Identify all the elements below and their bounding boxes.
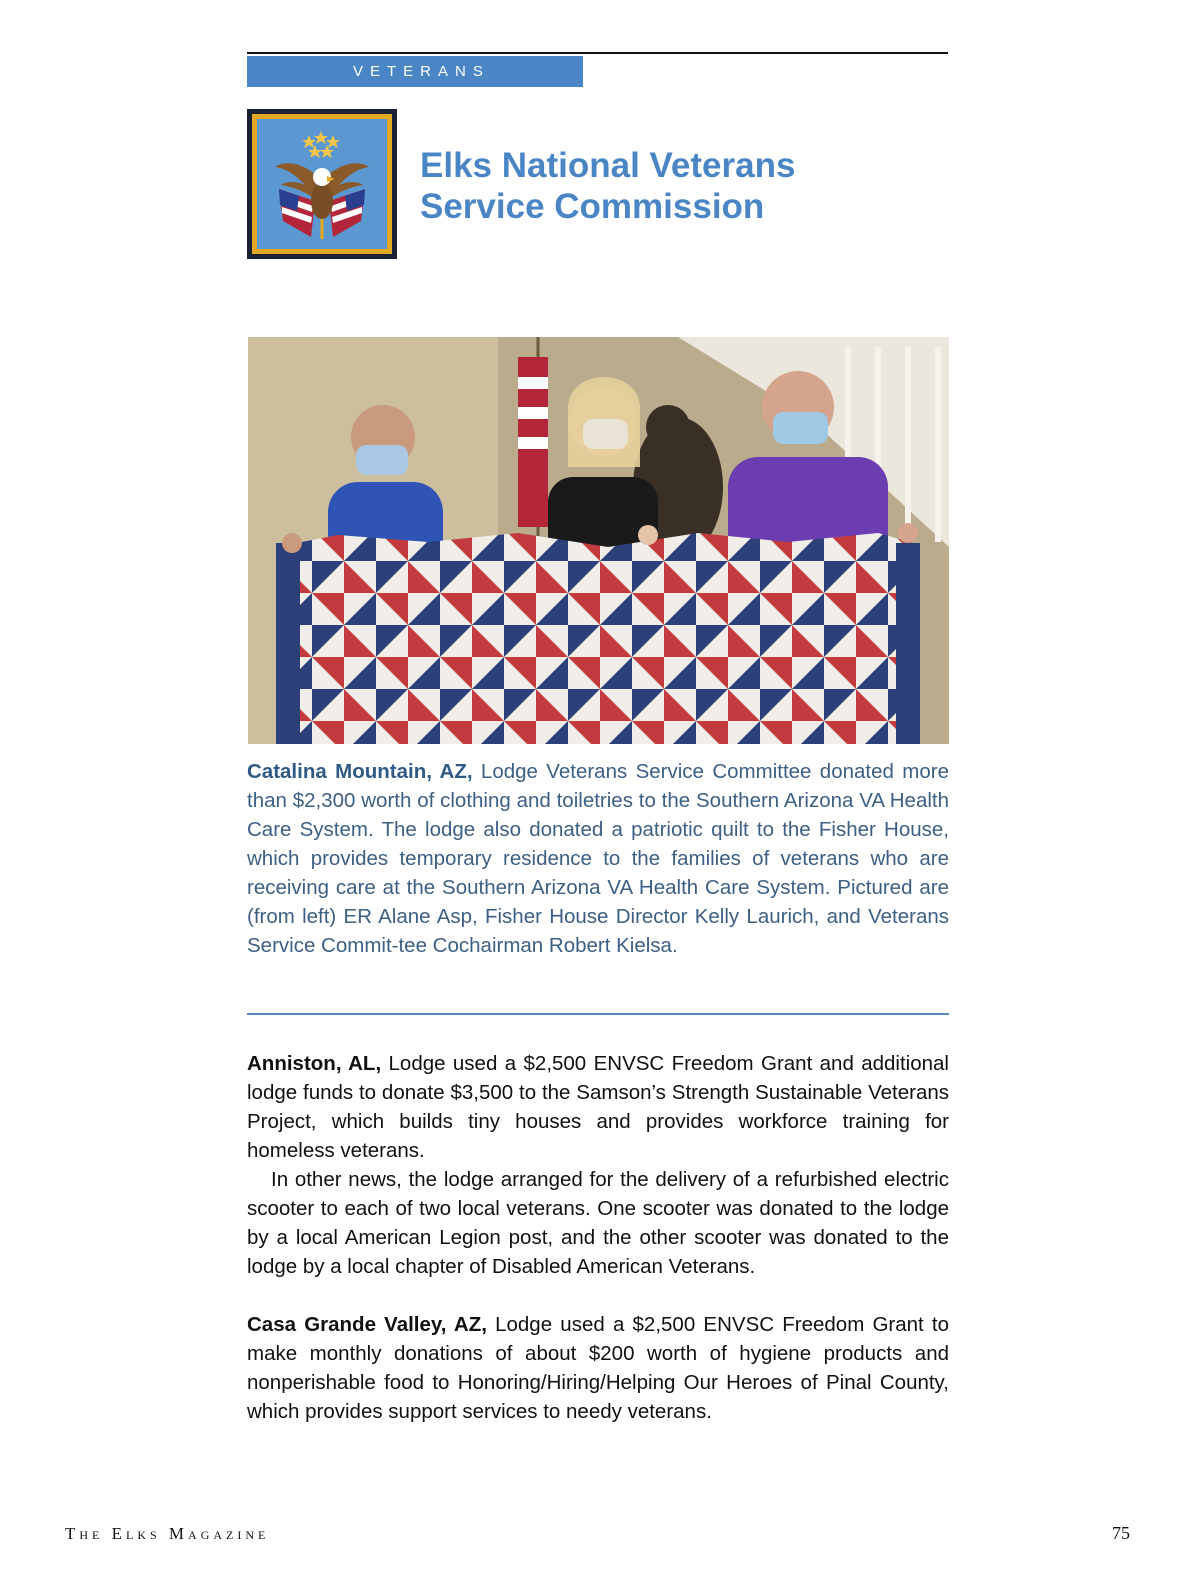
- article-anniston-continued: In other news, the lodge arranged for the delivery of a refurbished electric scooter to each of two local veterans. One scooter was donated to the lodge by a local American Legion post, and the other scooter was donated to the lodge by a local chapter of Disabled American Veterans.: [247, 1168, 949, 1278]
- article-lead: Casa Grande Valley, AZ,: [247, 1313, 487, 1336]
- section-divider: [247, 1013, 949, 1015]
- article-text: Lodge used a $2,500 ENVSC Freedom Grant and additional lodge funds to donate $3,500 to the Samson’s Strength Sustainable Veterans Project, which builds tiny houses and provides workforce training for homeless veterans.: [247, 1052, 949, 1162]
- section-label: VETERANS: [247, 56, 583, 87]
- caption-text: Lodge Veterans Service Committee donated more than $2,300 worth of clothing and toiletries to the Southern Arizona VA Health Care System. The lodge also donated a patriotic quilt to the Fisher House, which provides temporary residence to the families of veterans who are receiving care at the Southern Arizona VA Health Care System. Pictured are (from left) ER Alane Asp, Fisher House Director Kelly Laurich, and Veterans Service Commit-tee Cochairman Robert Kielsa.: [247, 760, 949, 957]
- top-rule: [247, 52, 948, 54]
- title-line-1: Elks National Veterans: [420, 146, 796, 185]
- magazine-name: The Elks Magazine: [65, 1524, 270, 1543]
- photo-caption: [247, 757, 949, 960]
- article-lead: Anniston, AL,: [247, 1052, 382, 1075]
- article-anniston: [247, 1049, 949, 1165]
- photo-illustration-icon: [248, 337, 949, 744]
- quilt-photo: [248, 337, 949, 744]
- eagle-flags-icon: [257, 119, 387, 249]
- page-title: [420, 145, 940, 227]
- caption-lead: Catalina Mountain, AZ,: [247, 760, 473, 783]
- article-list: [247, 1049, 949, 1426]
- envsc-logo: [247, 109, 397, 259]
- article-casa-grande: [247, 1310, 949, 1426]
- title-line-2: Service Commission: [420, 187, 765, 226]
- page-number: 75: [1112, 1523, 1130, 1543]
- article-text: Lodge used a $2,500 ENVSC Freedom Grant to make monthly donations of about $200 worth of hygiene products and nonperishable food to Honoring/Hiring/Helping Our Heroes of Pinal County, which provides support services to needy veterans.: [247, 1313, 950, 1423]
